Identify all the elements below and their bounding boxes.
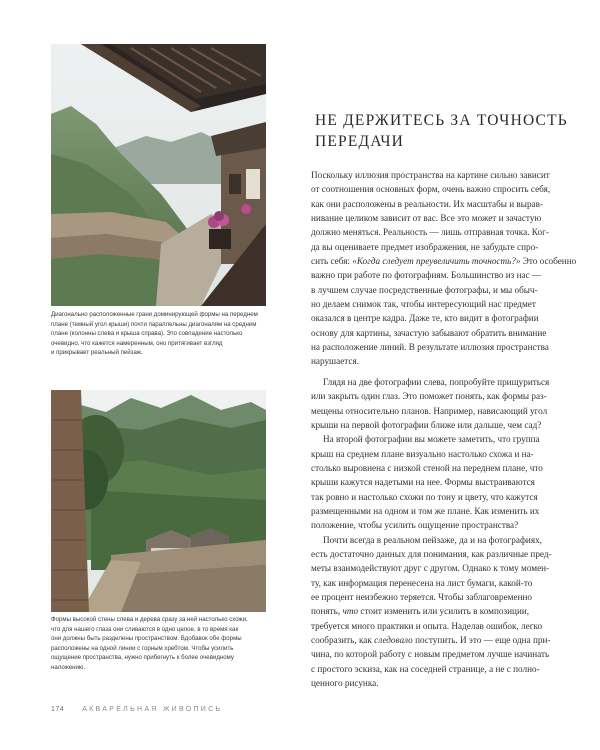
body-line: есть достаточно данных для понимания, как различные пред- [311, 548, 552, 559]
caption-top [51, 310, 258, 358]
body-line: нарушается. [311, 356, 360, 367]
body-line [311, 254, 586, 268]
caption-bottom-line: они должны быть разделены пространством. Вдобавок обе формы [51, 635, 242, 643]
emphasis-should: следовало [374, 635, 413, 645]
body-line: На второй фотографии вы можете заметить, что группа [323, 434, 540, 445]
body-line: Почти всегда в реальном пейзаже, да и на фотографиях, [323, 534, 542, 545]
emphasis-question: «Когда следует преувеличить точность?» [352, 256, 521, 267]
body-line: крыши кажутся надетыми на нее. Формы выстраиваются [311, 477, 535, 488]
caption-bottom-line: что для нашего глаза они сливаются в одно целое, в то время как [51, 625, 239, 633]
body-line: столько выровнена с низкой стеной на переднем плане, что [311, 462, 543, 473]
body-text: сить себя: [311, 256, 353, 267]
caption-bottom [51, 615, 248, 673]
body-text: стоит изменить или усилить в композиции, [358, 606, 530, 617]
body-line: в лучшем случае посредственные фотографы, и мы обыч- [311, 284, 538, 295]
body-line: должно меняться. Реальность — лишь отправная точка. Ког- [311, 227, 549, 238]
body-line: мещены относительно планов. Например, нависающий угол [311, 405, 548, 416]
body-text: сообразить, как [311, 635, 375, 645]
photo-roof-garden [51, 44, 266, 306]
body-line [311, 633, 586, 647]
body-line: или закрыть один глаз. Это поможет понять, как формы раз- [311, 391, 547, 402]
body-text: поступить. И это — еще одна при- [412, 635, 551, 645]
page-title-line: НЕ ДЕРЖИТЕСЬ ЗА ТОЧНОСТЬ [315, 112, 568, 129]
body-line: Глядя на две фотографии слева, попробуйте прищуриться [323, 376, 550, 387]
photo-wall-village-image [51, 390, 266, 612]
caption-bottom-line: расположены на одной линии с горным хребтом. Чтобы усилить [51, 644, 234, 652]
emphasis-what: что [342, 606, 359, 617]
body-line: важно при работе по фотографиям. Большинство из нас — [311, 270, 542, 281]
body-line: размещенными на одном и том же плане. Как изменить их [311, 505, 540, 516]
body-line: с простого эскиза, как на соседней странице, а не с полно- [311, 663, 540, 674]
body-text: понять, [311, 606, 343, 617]
body-line: ценного рисунка. [311, 678, 379, 689]
caption-top-line: и прикрывает реальный пейзаж. [51, 349, 143, 357]
caption-bottom-line: наложению. [51, 663, 86, 671]
page-number: 174 [51, 706, 65, 713]
caption-bottom-line: ощущение пространства, нужно прибегнуть к более очевидному [51, 654, 234, 662]
caption-top-line: плане (колонны слева и крыша справа). Это совпадение настолько [51, 330, 243, 338]
body-line: но делаем снимок так, чтобы интересующий нас предмет [311, 299, 536, 310]
caption-bottom-line: Формы высокой стены слева и дерева сразу за ней настолько схожи, [51, 616, 248, 623]
body-line: так ровно и настолько схожи по тону и цвету, что кажутся [311, 491, 538, 502]
body-line: да вы оцениваете предмет изображения, не забудьте спро- [311, 241, 539, 252]
running-title: АКВАРЕЛЬНАЯ ЖИВОПИСЬ [82, 706, 223, 713]
article-body [311, 168, 586, 690]
body-line: ее процент неизбежно теряется. Чтобы заблаговременно [311, 591, 533, 602]
body-line: нивание целиком зависит от вас. Все это может и зачастую [311, 213, 542, 224]
photo-roof-garden-image [51, 44, 266, 306]
body-line: положение, чтобы усилить ощущение пространства? [311, 520, 519, 531]
body-line: меты взаимодействуют друг с другом. Однако к тому момен- [311, 563, 550, 574]
caption-top-line: Диагонально расположенные грани доминирующей формы на переднем [51, 311, 258, 318]
body-line: на расположение линий. В результате иллюзия пространства [311, 342, 549, 353]
caption-top-line: очевидно, что кажется намеренным, оно притягивает взгляд [51, 339, 223, 347]
body-line: Поскольку иллюзия пространства на картине сильно зависит [311, 170, 550, 180]
body-line: от соотношения основных форм, очень важно спросить себя, [311, 184, 551, 195]
body-line: крыши на первой фотографии ближе или дальше, чем сад? [311, 419, 542, 430]
caption-top-line: плане (темный угол крыши) почти параллельны диагоналям на среднем [51, 320, 257, 328]
body-line: крыш на среднем плане визуально настолько схожа и на- [311, 448, 534, 459]
page-title [315, 110, 585, 152]
body-line [311, 604, 586, 618]
body-line: чина, по которой работу с новым предметом лучше начинать [311, 649, 550, 660]
body-line: оказался в центре кадра. Даже те, кто видит в фотографии [311, 313, 539, 324]
body-line: основу для картины, зачастую забывают обратить внимание [311, 327, 547, 338]
body-text: Это особенно [520, 256, 577, 267]
body-line: требуется много практики и опыта. Наделав ошибок, легко [311, 620, 543, 631]
page-title-line: ПЕРЕДАЧИ [315, 133, 405, 150]
page-footer [51, 706, 222, 713]
body-line: как они расположены в реальности. Их масштабы и вырав- [311, 198, 544, 209]
photo-wall-village [51, 390, 266, 612]
body-line: ту, как информация перенесена на лист бумаги, какой-то [311, 577, 533, 588]
